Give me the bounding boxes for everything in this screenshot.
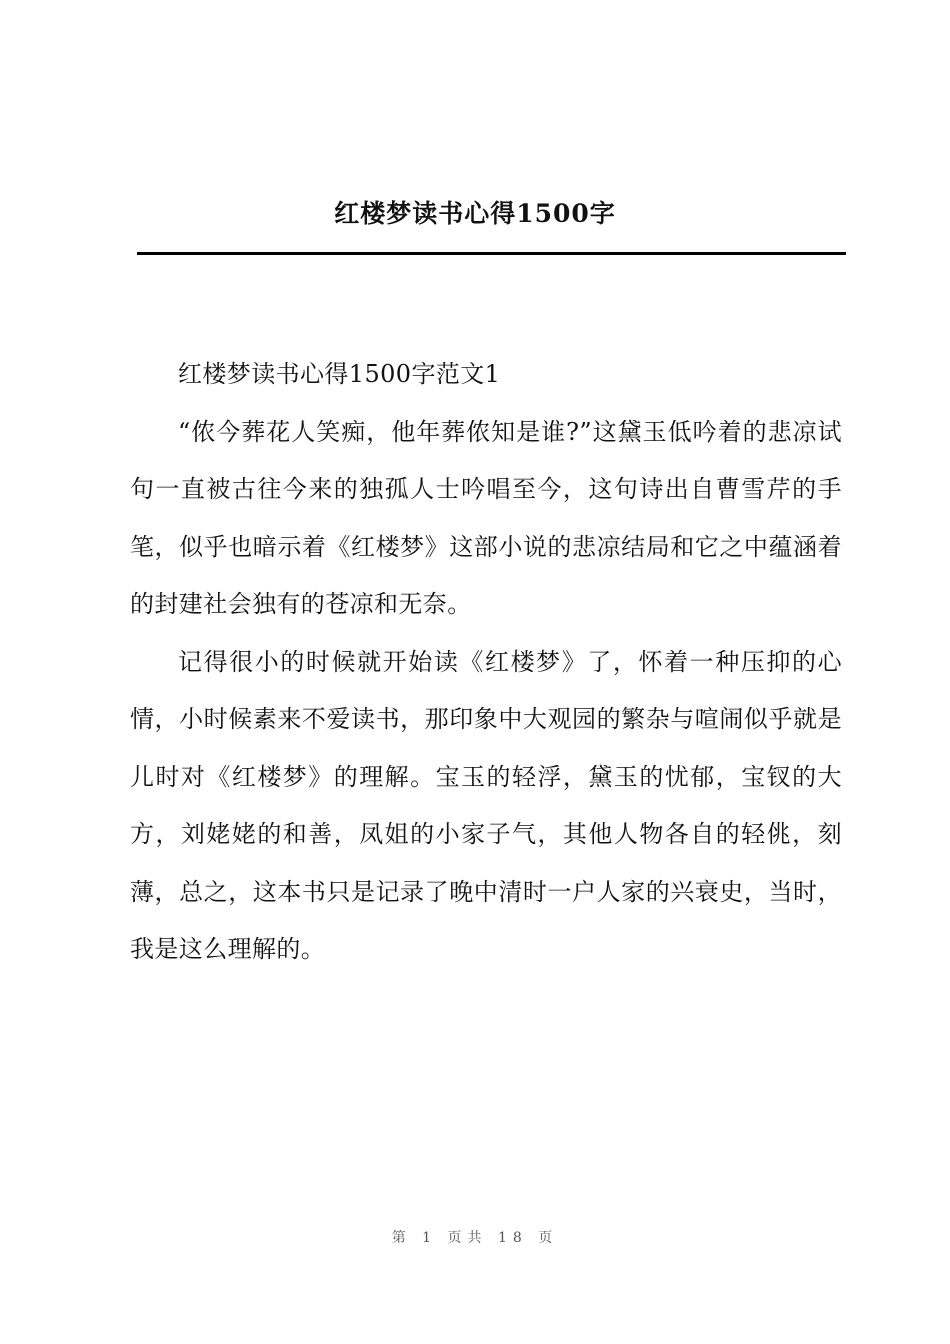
- section-heading: 红楼梦读书心得1500字范文1: [178, 360, 501, 388]
- title-underline: [137, 252, 846, 255]
- paragraph-2: 记得很小的时候就开始读《红楼梦》了，怀着一种压抑的心情，小时候素来不爱读书，那印象中大观园的繁杂与喧闹似乎就是儿时对《红楼梦》的理解。宝玉的轻浮，黛玉的忧郁，宝钗的大方，刘姥姥的和善，凤姐的小家子气，其他人物各自的轻佻，刻薄，总之，这本书只是记录了晚中清时一户人家的兴衰史，当时，我是这么理解的。: [130, 647, 842, 963]
- page-number-footer: 第 1 页共 18 页: [391, 1230, 559, 1246]
- document-title: 红楼梦读书心得1500字: [334, 199, 616, 228]
- document-body: [130, 346, 842, 979]
- paragraph-1: “侬今葬花人笑痴，他年葬侬知是谁?”这黛玉低吟着的悲凉试句一直被古往今来的独孤人士吟唱至今，这句诗出自曹雪芹的手笔，似乎也暗示着《红楼梦》这部小说的悲凉结局和它之中蕴涵着的封建社会独有的苍凉和无奈。: [130, 417, 842, 618]
